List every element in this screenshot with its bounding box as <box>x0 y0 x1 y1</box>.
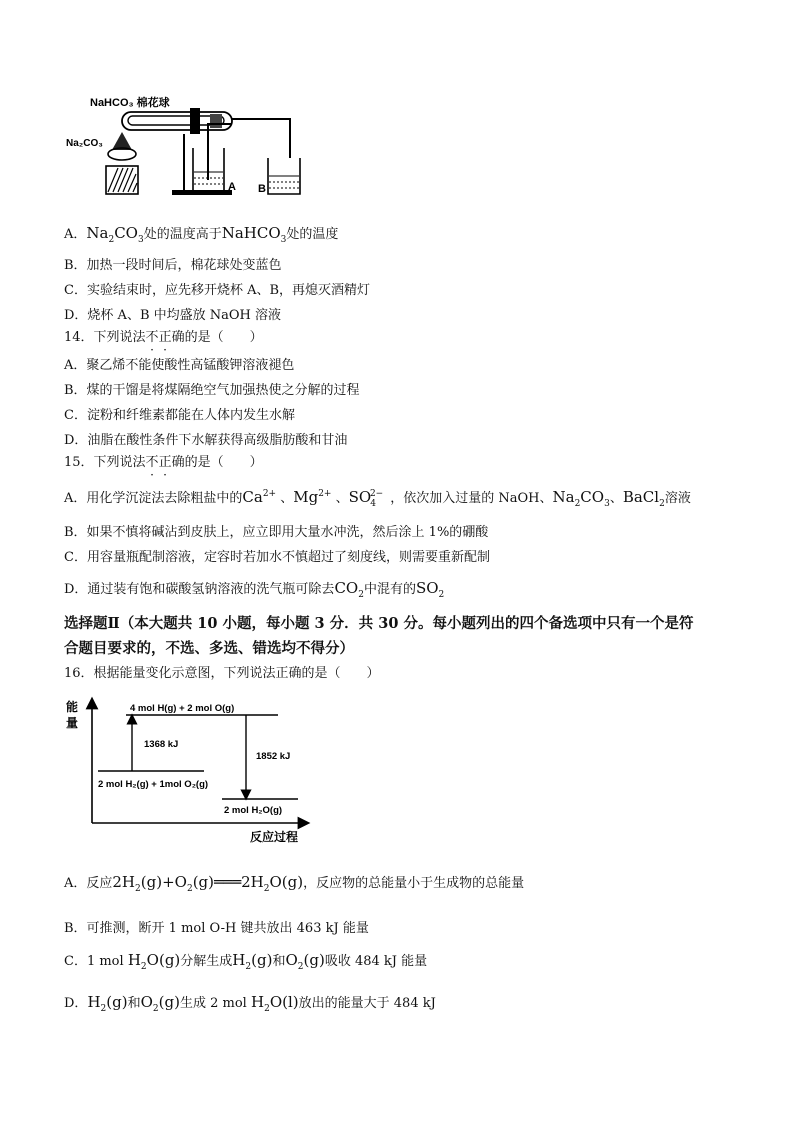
left-level-label: 2 mol H₂(g) + 1mol O₂(g) <box>98 779 209 790</box>
q16-option-a: A．反应$2H_2(g)+O_2(g)═══2H_2O(g)$，反应物的总能量小于生成物的总能量 <box>64 873 525 894</box>
q14-option-a: A．聚乙烯不能使酸性高锰酸钾溶液褪色 <box>64 358 295 373</box>
q16-option-c: C．1 mol $H_2O(g)$分解生成$H_2(g)$和$O_2(g)$吸收 484 kJ 能量 <box>64 951 428 972</box>
section-header-line2: 合题目要求的，不选、多选、错选均不得分） <box>64 640 354 657</box>
q15-stem: 15．下列说法不正确的是（ ） <box>64 455 263 470</box>
apparatus-figure <box>60 88 320 208</box>
release-energy-label: 1852 kJ <box>256 751 291 762</box>
q13-option-d: D．烧杯 A、B 中均盛放 NaOH 溶液 <box>64 308 282 323</box>
q15-option-a: A．用化学沉淀法去除粗盐中的$Ca^{2+}$ 、$Mg^{2+}$ 、$SO_4^{2-}$ ，依次加入过量的 NaOH、$Na_2CO_3$、BaCl$_2$溶液 <box>64 488 691 509</box>
q13-a-end: 处的温度 <box>286 227 339 242</box>
q15-option-b: B．如果不慎将碱沾到皮肤上，应立即用大量水冲洗，然后涂上 1%的硼酸 <box>64 525 489 540</box>
bottom-level-label: 2 mol H₂O(g) <box>224 805 283 816</box>
energy-axis-label-2: 量 <box>66 716 79 730</box>
q13-a-mid: 处的温度高于 <box>143 227 222 242</box>
q14-stem: 14．下列说法不正确的是（ ） <box>64 330 263 345</box>
q14-option-c: C．淀粉和纤维素都能在人体内发生水解 <box>64 408 295 423</box>
q14-option-b: B．煤的干馏是将煤隔绝空气加强热使之分解的过程 <box>64 383 360 398</box>
top-level-label: 4 mol H(g) + 2 mol O(g) <box>130 703 235 714</box>
q13-option-b: B．加热一段时间后，棉花球处变蓝色 <box>64 258 282 273</box>
q13-a-formula2: NaHCO$_3$ <box>221 224 287 245</box>
q13-a-formula1: $Na_2CO_3$ <box>86 224 144 245</box>
q14-option-d: D．油脂在酸性条件下水解获得高级脂肪酸和甘油 <box>64 433 348 448</box>
nahco3-cotton-label: NaHCO₃ 棉花球 <box>90 97 170 109</box>
beaker-b-label: B <box>258 183 266 195</box>
q13-a-prefix: A． <box>64 227 87 242</box>
beaker-a-label: A <box>228 181 236 193</box>
q15-option-d: D．通过装有饱和碳酸氢钠溶液的洗气瓶可除去$CO_2$中混有的$SO_2$ <box>64 579 445 600</box>
process-axis-label: 反应过程 <box>250 830 299 844</box>
q16-stem: 16．根据能量变化示意图，下列说法正确的是（ ） <box>64 666 380 681</box>
energy-diagram <box>64 695 324 845</box>
q13-option-c: C．实验结束时，应先移开烧杯 A、B，再熄灭酒精灯 <box>64 283 371 298</box>
section-header-line1: 选择题Ⅱ（本大题共 10 小题，每小题 3 分．共 30 分。每小题列出的四个备选项中只有一个是符 <box>64 615 694 632</box>
energy-axis-label-1: 能 <box>66 700 79 714</box>
q15-option-c: C．用容量瓶配制溶液，定容时若加水不慎超过了刻度线，则需要重新配制 <box>64 550 490 565</box>
na2co3-label: Na₂CO₃ <box>66 138 103 149</box>
q16-option-b: B．可推测，断开 1 mol O-H 键共放出 463 kJ 能量 <box>64 921 369 936</box>
absorb-energy-label: 1368 kJ <box>144 739 179 750</box>
q16-option-d: D．$H_2(g)$和$O_2(g)$生成 2 mol $H_2O(l)$放出的能量大于 484 kJ <box>64 993 436 1014</box>
q13-option-a <box>64 224 338 244</box>
